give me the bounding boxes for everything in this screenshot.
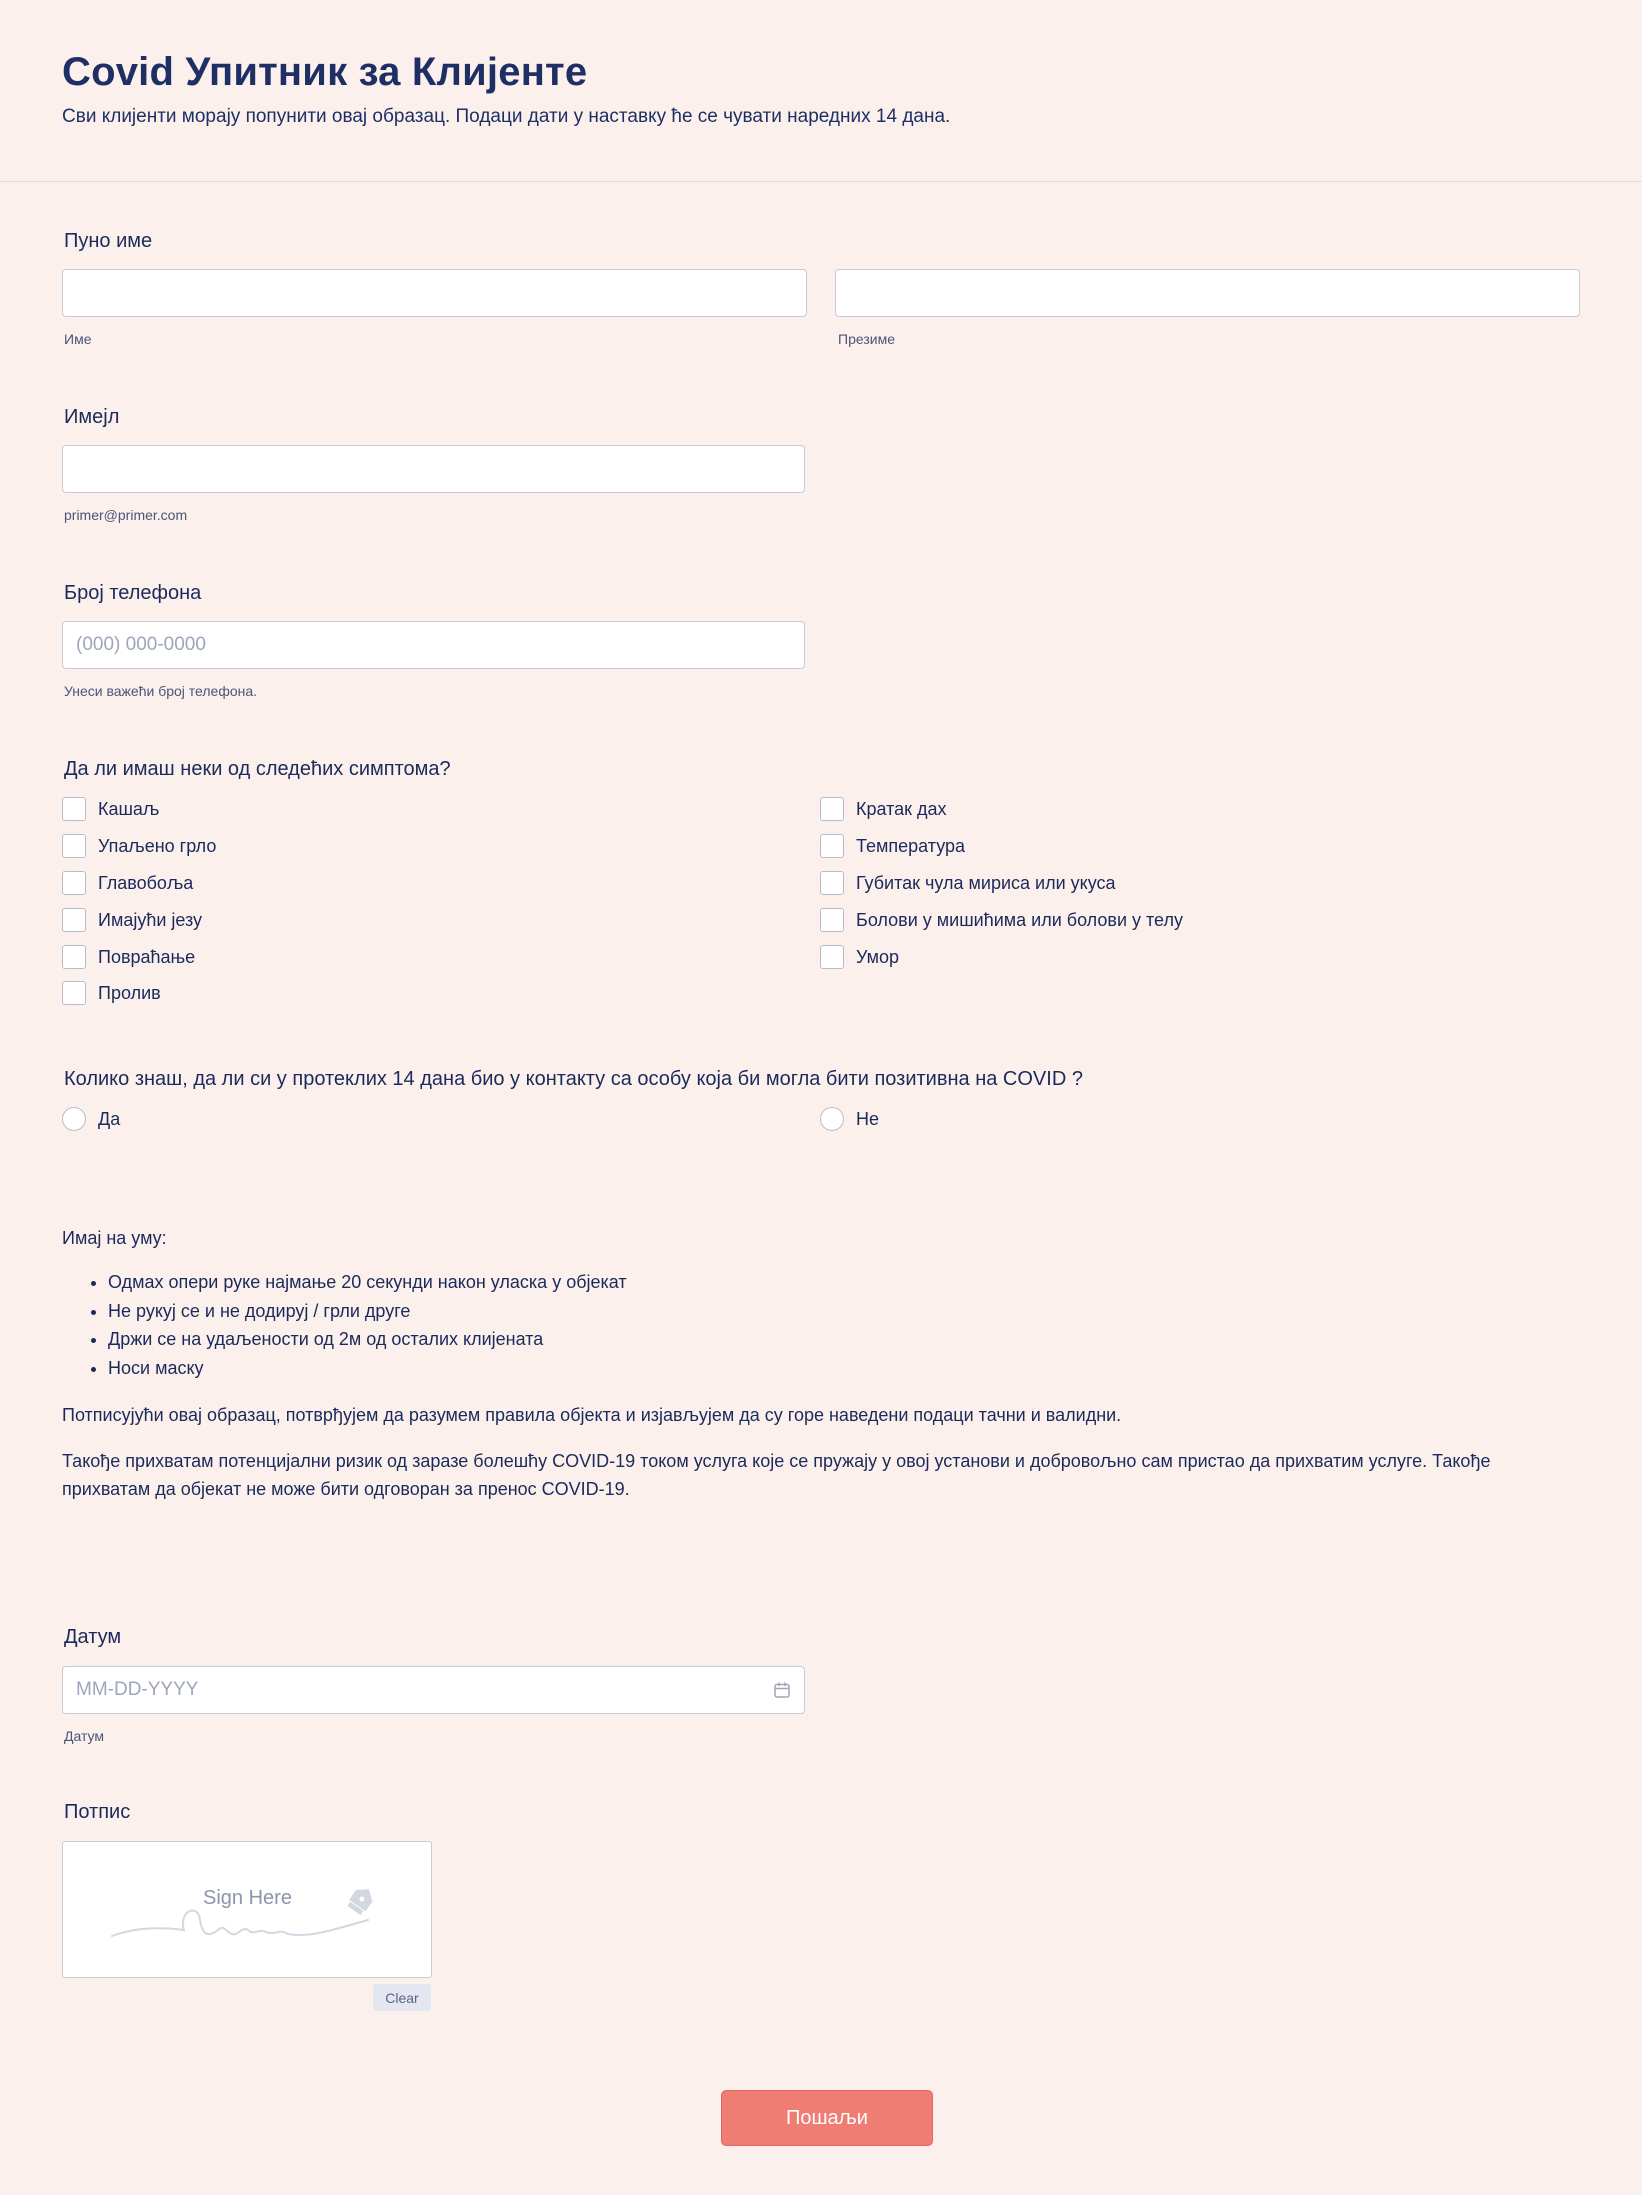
checkbox[interactable] [820, 834, 844, 858]
radio-button[interactable] [820, 1107, 844, 1131]
symptom-option[interactable] [820, 796, 947, 822]
submit-button[interactable]: Пошаљи [721, 2090, 933, 2146]
symptom-option[interactable] [62, 980, 161, 1006]
contact-yes-option[interactable] [62, 1106, 120, 1132]
option-label: Болови у мишићима или болови у телу [856, 909, 1183, 930]
checkbox[interactable] [62, 981, 86, 1005]
list-item: • Не рукуј се и не додируј / грли друге [108, 1297, 627, 1326]
form-header [0, 0, 1642, 182]
signature-hint: Sign Here [203, 1887, 292, 1909]
symptom-option[interactable] [62, 833, 216, 859]
full-name-label: Пуно име [64, 230, 153, 252]
list-item: • Одмах опери руке најмање 20 секунди након уласка у објекат [108, 1268, 627, 1297]
symptom-option[interactable] [820, 907, 1183, 933]
symptom-option[interactable] [62, 870, 193, 896]
option-label: Повраћање [98, 946, 196, 967]
symptom-option[interactable] [62, 907, 202, 933]
checkbox[interactable] [62, 908, 86, 932]
option-label: Пролив [98, 982, 161, 1003]
date-sublabel: Датум [64, 1728, 104, 1744]
symptom-option[interactable] [820, 833, 965, 859]
option-label: Не [856, 1108, 880, 1129]
checkbox[interactable] [62, 871, 86, 895]
list-item: • Носи маску [108, 1354, 627, 1383]
clear-signature-button[interactable]: Clear [373, 1984, 431, 2011]
date-label: Датум [64, 1626, 122, 1648]
checkbox[interactable] [820, 797, 844, 821]
symptom-option[interactable] [62, 944, 195, 970]
email-label: Имејл [64, 406, 120, 428]
option-label: Кратак дах [856, 798, 947, 819]
phone-sublabel: Унеси важећи број телефона. [64, 683, 258, 699]
symptom-option[interactable] [820, 944, 899, 970]
notice-bullets [108, 1268, 627, 1382]
option-label: Упаљено грло [98, 835, 217, 856]
symptom-option[interactable] [820, 870, 1116, 896]
signature-label: Потпис [64, 1801, 131, 1823]
notice-paragraph-1: Потписујући овај образац, потврђујем да разумем правила објекта и изјављујем да су горе наведени подаци тачни и валидни. [62, 1405, 1122, 1425]
contact-question-label: Колико знаш, да ли си у протеклих 14 дана био у контакту са особу која би могла бити позитивна на COVID ? [64, 1068, 1083, 1090]
last-name-input[interactable] [835, 269, 1580, 317]
option-label: Умор [856, 946, 900, 967]
option-label: Губитак чула мириса или укуса [856, 872, 1116, 893]
notice-intro: Имај на уму: [62, 1228, 167, 1248]
signature-pad[interactable] [62, 1841, 432, 1978]
first-name-sublabel: Име [64, 331, 92, 347]
checkbox[interactable] [820, 871, 844, 895]
checkbox[interactable] [820, 908, 844, 932]
contact-no-option[interactable] [820, 1106, 879, 1132]
last-name-sublabel: Презиме [838, 331, 895, 347]
first-name-input[interactable] [62, 269, 807, 317]
symptoms-label: Да ли имаш неки од следећих симптома? [64, 758, 451, 780]
radio-button[interactable] [62, 1107, 86, 1131]
option-label: Кашаљ [98, 798, 160, 819]
checkbox[interactable] [62, 834, 86, 858]
phone-label: Број телефона [64, 582, 202, 604]
calendar-icon[interactable] [773, 1681, 791, 1699]
option-label: Температура [856, 835, 966, 856]
list-item: • Држи се на удаљености од 2м од осталих клијената [108, 1325, 627, 1354]
checkbox[interactable] [820, 945, 844, 969]
option-label: Главобоља [98, 872, 194, 893]
option-label: Да [98, 1108, 121, 1129]
symptom-option[interactable] [62, 796, 159, 822]
notice-paragraph-2: Такође прихватам потенцијални ризик од заразе болешћу COVID-19 током услуга које се пружају у овој установи и добровољно сам пристао да прихватим услуге. Такође прихватам да објекат не може бити одговоран за пренос COVID-19. [62, 1451, 1491, 1499]
form-subtitle: Сви клијенти морају попунити овај образац. Подаци дати у наставку ће се чувати наредних 14 дана. [62, 106, 951, 127]
option-label: Имајући језу [98, 909, 203, 930]
form-title: Covid Упитник за Клијенте [62, 50, 588, 94]
checkbox[interactable] [62, 945, 86, 969]
phone-input[interactable] [62, 621, 805, 669]
email-sublabel: primer@primer.com [64, 507, 188, 523]
email-input[interactable] [62, 445, 805, 493]
checkbox[interactable] [62, 797, 86, 821]
date-input[interactable] [62, 1666, 805, 1714]
